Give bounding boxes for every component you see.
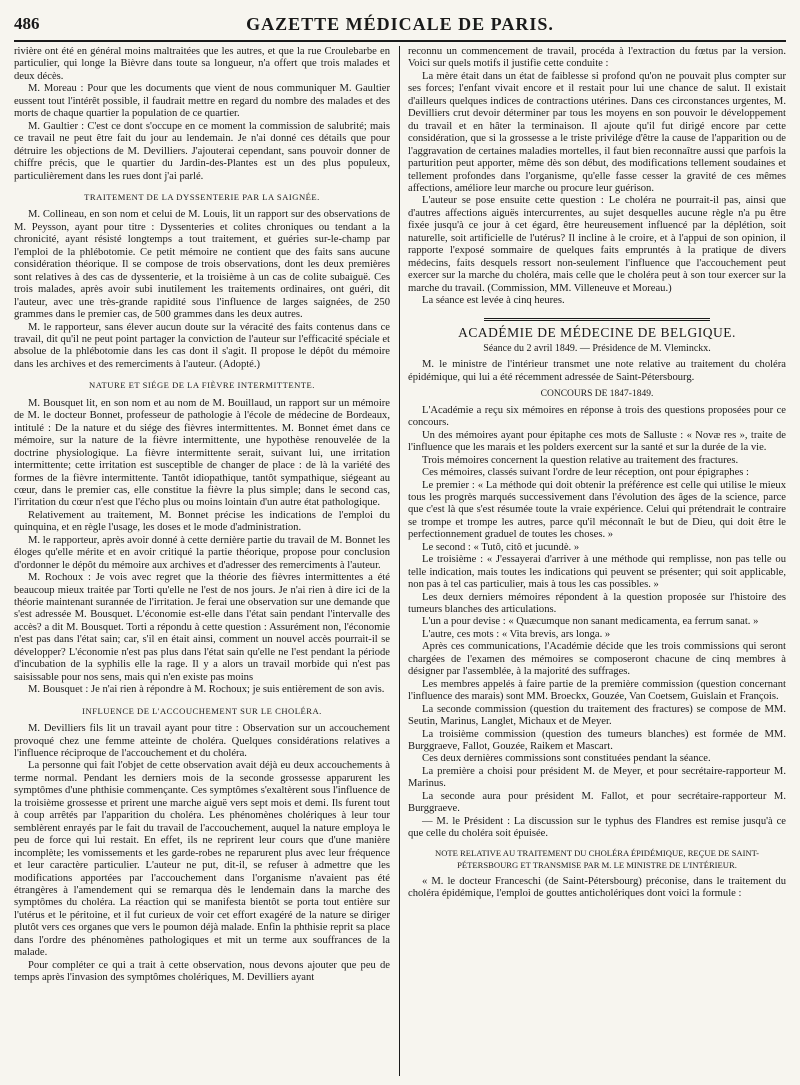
paragraph: M. le rapporteur, sans élever aucun doute sur la véracité des faits contenus dans ce travail, dit qu'il ne peut point partager la conviction de l'auteur sur l'efficacité spéciale et absolue de la phlébotomie dans les cas dont il s'agit. Il propose le dépôt du mémoire dans les archives et des remerciments à l'auteur. (Adopté.) [14, 321, 390, 370]
paragraph: M. Bousquet lit, en son nom et au nom de M. Bouillaud, un rapport sur un mémoire de M. le docteur Bonnet, professeur de pathologie à l'école de médecine de Bordeaux, intitulé : De la nature et du siége des fièvres intermittentes. M. Bonnet émet dans ce mémoire, sur la nature de la fièvre intermittente, une hypothèse renouvelée de la doctrine physiologique. La fièvre intermittente serait, suivant lui, une irritation intermittente; cette irritation est susceptible de changer de place : de là la variété des formes de la fièvre intermittente. Tantôt idiopathique, tantôt sympathique, siégeant au cœur, dans le premier cas, elle constitue la fièvre la plus simple; dans le second cas, l'irritation du cœur n'est que l'écho plus ou moins lointain d'un autre état pathologique. [14, 397, 390, 509]
paragraph: — M. le Président : La discussion sur le typhus des Flandres est remise jusqu'à ce que celle du choléra soit épuisée. [408, 815, 786, 840]
paragraph: « M. le docteur Franceschi (de Saint-Pétersbourg) préconise, dans le traitement du choléra épidémique, l'emploi de gouttes anticholériques dont voici la formule : [408, 875, 786, 899]
paragraph: M. Moreau : Pour que les documents que vient de nous communiquer M. Gaultier eussent tout l'intérêt possible, il faudrait mettre en regard du nombre des malades et des morts de chaque quartier la population de ce quartier. [14, 83, 390, 120]
paragraph: L'auteur se pose ensuite cette question : Le choléra ne pourrait-il pas, ainsi que d'autres affections aiguës intercurrentes, au sujet desquelles aucune règle n'a pu être fixée jusqu'à ce jour à cet égard, être heureusement influencé par la déplétion, soit naturelle, soit artificielle de l'utérus? Il incline à le croire, et à l'appui de son opinion, il rapporte l'exposé sommaire de quelques faits empruntés à la pratique de divers médecins, faits desquels ressort non-seulement l'influence que l'accouchement peut exercer sur la marche du choléra, mais celle que le choléra peut à son tour exercer sur la marche du travail. (Commission, MM. Villeneuve et Moreau.) [408, 195, 786, 294]
paragraph: Les deux derniers mémoires répondent à la question proposée sur l'histoire des tumeurs blanches des articulations. [408, 591, 786, 616]
paragraph: reconnu un commencement de travail, procéda à l'extraction du fœtus par la version. Voici sur quels motifs il justifie cette conduite : [408, 46, 786, 70]
paragraph: La personne qui fait l'objet de cette observation avait déjà eu deux accouchements à terme normal. Pendant les derniers mois de la seconde grossesse apparurent les symptômes d'une phthisie commençante. Ces symptômes s'exaltèrent sous l'influence de la troisième grossesse et prirent une marche aiguë vers sept mois et demi. Ils furent tout à coup arrêtés par l'apparition du choléra. Les phénomènes cholériques à leur tour semblèrent enrayés par le fait du travail de l'accouchement, auquel la nature employa le peu de force qui lui restait. En effet, ils ne reprirent leur cours que d'une manière incomplète; les vomissements et les garde-robes ne reparurent plus avec leur fréquence et leur caractère particulier. L'auteur ne put, dit-il, se refuser à admettre que les modifications apportées par l'accouchement dans l'organisme n'avaient pas été étrangères à l'amendement qui se remarqua dès le lendemain dans la marche des symptômes du choléra. La réaction qui se manifesta bientôt se porta tout entière sur l'utérus et le péritoine, et il fut curieux de voir cet effort exagéré de la nature se diriger plutôt vers ces organes que vers le poumon déjà malade. Enfin la phthisie reprit sa place dans l'ordre des phénomènes pathologiques et mit un terme aux souffrances de la malade. [14, 760, 390, 959]
academie-title: ACADÉMIE DE MÉDECINE DE BELGIQUE. [458, 324, 736, 340]
paragraph: La mère était dans un état de faiblesse si profond qu'on ne pouvait plus compter sur ses forces; l'enfant vivait encore et il restait pour lui une chance de salut. Il existait d'ailleurs quelques indices de contractions utérines. Dans ces circonstances urgentes, M. Devilliers crut devoir déterminer par tous les moyens en son pouvoir le développement du travail et en hâter la terminaison. Il ajoute qu'il fut dirigé encore par cette considération, que si la grossesse a le triste privilége d'être la cause de l'apparition ou de l'aggravation de certaines maladies mortelles, il faut bien reconnaître aussi que parfois la parturition peut apporter, même dès son début, des modifications tellement soudaines et tellement profondes dans l'organisme, qu'elle fasse cesser la gravité de ces mêmes affections, améliore leur marche ou procure leur guérison. [408, 70, 786, 194]
paragraph: M. Gaultier : C'est ce dont s'occupe en ce moment la commission de salubrité; mais ce travail ne peut être fait du jour au lendemain. Je n'ai donné ces détails que pour détruire les objections de M. Devilliers. J'ajouterai cependant, sans pouvoir donner de chiffre précis, que le quartier du Jardin-des-Plantes est un des plus populeux, particulièrement dans les rues dont j'ai parlé. [14, 120, 390, 182]
seance-line: Séance du 2 avril 1849. — Présidence de M. Vleminckx. [483, 342, 711, 354]
paragraph: Trois mémoires concernent la question relative au traitement des fractures. [422, 454, 739, 466]
page-header [14, 10, 786, 42]
paragraph: M. le rapporteur, après avoir donné à cette dernière partie du travail de M. Bonnet les éloges qu'elle mérite et en avoir critiqué la partie théorique, propose pour conclusion d'ordonner le dépôt du mémoire aux archives et d'adresser des remerciments à l'auteur. [14, 534, 390, 571]
paragraph: Relativement au traitement, M. Bonnet précise les indications de l'emploi du quinquina, et en règle l'usage, les doses et le mode d'administration. [14, 509, 390, 534]
paragraph: La seconde commission (question du traitement des fractures) se compose de MM. Seutin, Marinus, Langlet, Michaux et de Meyer. [408, 703, 786, 728]
section-title-accouchement: INFLUENCE DE L'ACCOUCHEMENT SUR LE CHOLÉRA. [82, 705, 322, 716]
section-rule [484, 318, 711, 321]
paragraph: M. Rochoux : Je vois avec regret que la théorie des fièvres intermittentes a été beaucoup mieux traitée par Torti qu'elle ne l'est de nos jours. Je n'ai rien à dire ici de la théorie maintenant surannée de l'irritation. Je ferai une observation sur une demande que s'est adressée M. Bousquet. L'économie est-elle dans l'état sain pendant l'intervalle des accès? a dit M. Bousquet. Torti a répondu à cette question : Assurément non, l'économie n'est pas dans l'état sain; car, s'il en était ainsi, comment un nouvel accès pourrait-il se développer? L'économie n'est pas plus dans l'état sain qu'elle ne l'est pendant la période d'incubation de la syphilis elle la rage. Il y a alors un travail morbide qui n'est pas saisissable pour nos sens, mais qui n'en existe pas moins [14, 572, 390, 683]
left-column [14, 46, 390, 1076]
note-title: NOTE RELATIVE AU TRAITEMENT DU CHOLÉRA ÉPIDÉMIQUE, REÇUE DE SAINT-PÉTERSBOURG ET TRANSMISE PAR M. LE MINISTRE DE L'INTÉRIEUR. [435, 847, 759, 871]
paragraph: rivière ont été en général moins maltraitées que les autres, et que la rue Croulebarbe en particulier, qui longe la Bièvre dans toute sa longueur, n'a offert que trois malades et deux décès. [14, 46, 390, 82]
paragraph: M. Devilliers fils lit un travail ayant pour titre : Observation sur un accouchement provoqué chez une femme atteinte de choléra. Quelques considérations relatives a l'influence réciproque de l'accouchement et du choléra. [14, 723, 390, 760]
concours-title: CONCOURS DE 1847-1849. [540, 389, 654, 400]
paragraph: M. le ministre de l'intérieur transmet une note relative au traitement du choléra épidémique, qui lui a été récemment adressée de Saint-Pétersbourg. [408, 359, 786, 383]
paragraph: Un des mémoires ayant pour épitaphe ces mots de Salluste : « Novæ res », traite de l'influence que les marais et les polders exercent sur la santé et sur la durée de la vie. [408, 429, 786, 454]
paragraph: M. Collineau, en son nom et celui de M. Louis, lit un rapport sur des observations de M. Peysson, ayant pour titre : Dyssenteries et colites chroniques ou tendant a la chronicité, ayant résisté longtemps a tout traitement, et guéries sur-le-champ par l'emploi de la phlébotomie. Ce petit mémoire ne contient que des faits sans aucune considération théorique. Il se compose de trois observations, dont les deux premières sont relatives à des cas de dyssenterie, et la troisième à un cas de colite subaiguë. Ces trois malades, après avoir subi inutilement les traitements ordinaires, ont guéri, dit l'auteur, avec une très-grande rapidité sous l'influence de larges saignées, de 250 grammes dans le premier cas, de 500 grammes dans les deux autres. [14, 209, 390, 321]
paragraph: Le premier : « La méthode qui doit obtenir la préférence est celle qui utilise le mieux tous les progrès marqués successivement dans l'évolution des âges de la science, parce que c'est là que s'est résumée toute la vraie expérience. Celui qui prétendrait le contraire se trompe et trompe les autres, parce qu'il méconnaît le but de Dieu, qui doit être le perfectionnement graduel de toutes les choses. » [408, 479, 786, 541]
section-title-dysenterie: TRAITEMENT DE LA DYSSENTERIE PAR LA SAIGNÉE. [84, 191, 320, 202]
paragraph: Pour compléter ce qui a trait à cette observation, nous devons ajouter que peu de temps après l'invasion des symptômes cholériques, M. Devilliers ayant [14, 959, 390, 984]
paragraph: L'Académie a reçu six mémoires en réponse à trois des questions proposées pour ce concours. [408, 404, 786, 429]
paragraph: Ces mémoires, classés suivant l'ordre de leur réception, ont pour épigraphes : [422, 467, 749, 479]
paragraph: La séance est levée à cinq heures. [422, 295, 565, 307]
paragraph: Le troisième : « J'essayerai d'arriver à une méthode qui remplisse, non pas telle ou telle indication, mais toutes les indications qui peuvent se présenter; qui soit applicable, non pas à tel cas particulier, mais à tous les cas possibles. » [408, 554, 786, 591]
right-column [408, 46, 786, 1076]
paragraph: Après ces communications, l'Académie décide que les trois commissions qui seront chargées de l'examen des mémoires se composeront chacune de cinq membres à désigner par l'assemblée, à la majorité des suffrages. [408, 641, 786, 678]
paragraph: La première a choisi pour président M. de Meyer, et pour secrétaire-rapporteur M. Marinus. [408, 765, 786, 790]
paragraph: L'un a pour devise : « Quæcumque non sanant medicamenta, ea ferrum sanat. » [422, 616, 759, 628]
column-divider [399, 46, 400, 1076]
paragraph: La troisième commission (question des tumeurs blanches) est formée de MM. Burggraeve, Fallot, Gouzée, Raikem et Mascart. [408, 728, 786, 753]
paragraph: Ces deux dernières commissions sont constituées pendant la séance. [422, 753, 711, 765]
paragraph: L'autre, ces mots : « Vita brevis, ars longa. » [422, 628, 611, 640]
paragraph: Le second : « Tutô, citô et jucundè. » [422, 541, 580, 553]
paragraph: M. Bousquet : Je n'ai rien à répondre à M. Rochoux; je suis entièrement de son avis. [28, 684, 385, 696]
running-title: GAZETTE MÉDICALE DE PARIS. [246, 14, 554, 34]
section-title-fievre: NATURE ET SIÉGE DE LA FIÈVRE INTERMITTENTE. [89, 380, 315, 391]
paragraph: Les membres appelés à faire partie de la première commission (question concernant l'influence des marais) sont MM. Broeckx, Gouzée, Van Coetsem, Guislain et François. [408, 678, 786, 703]
page-number: 486 [14, 14, 40, 33]
paragraph: La seconde aura pour président M. Fallot, et pour secrétaire-rapporteur M. Burggraeve. [408, 790, 786, 815]
